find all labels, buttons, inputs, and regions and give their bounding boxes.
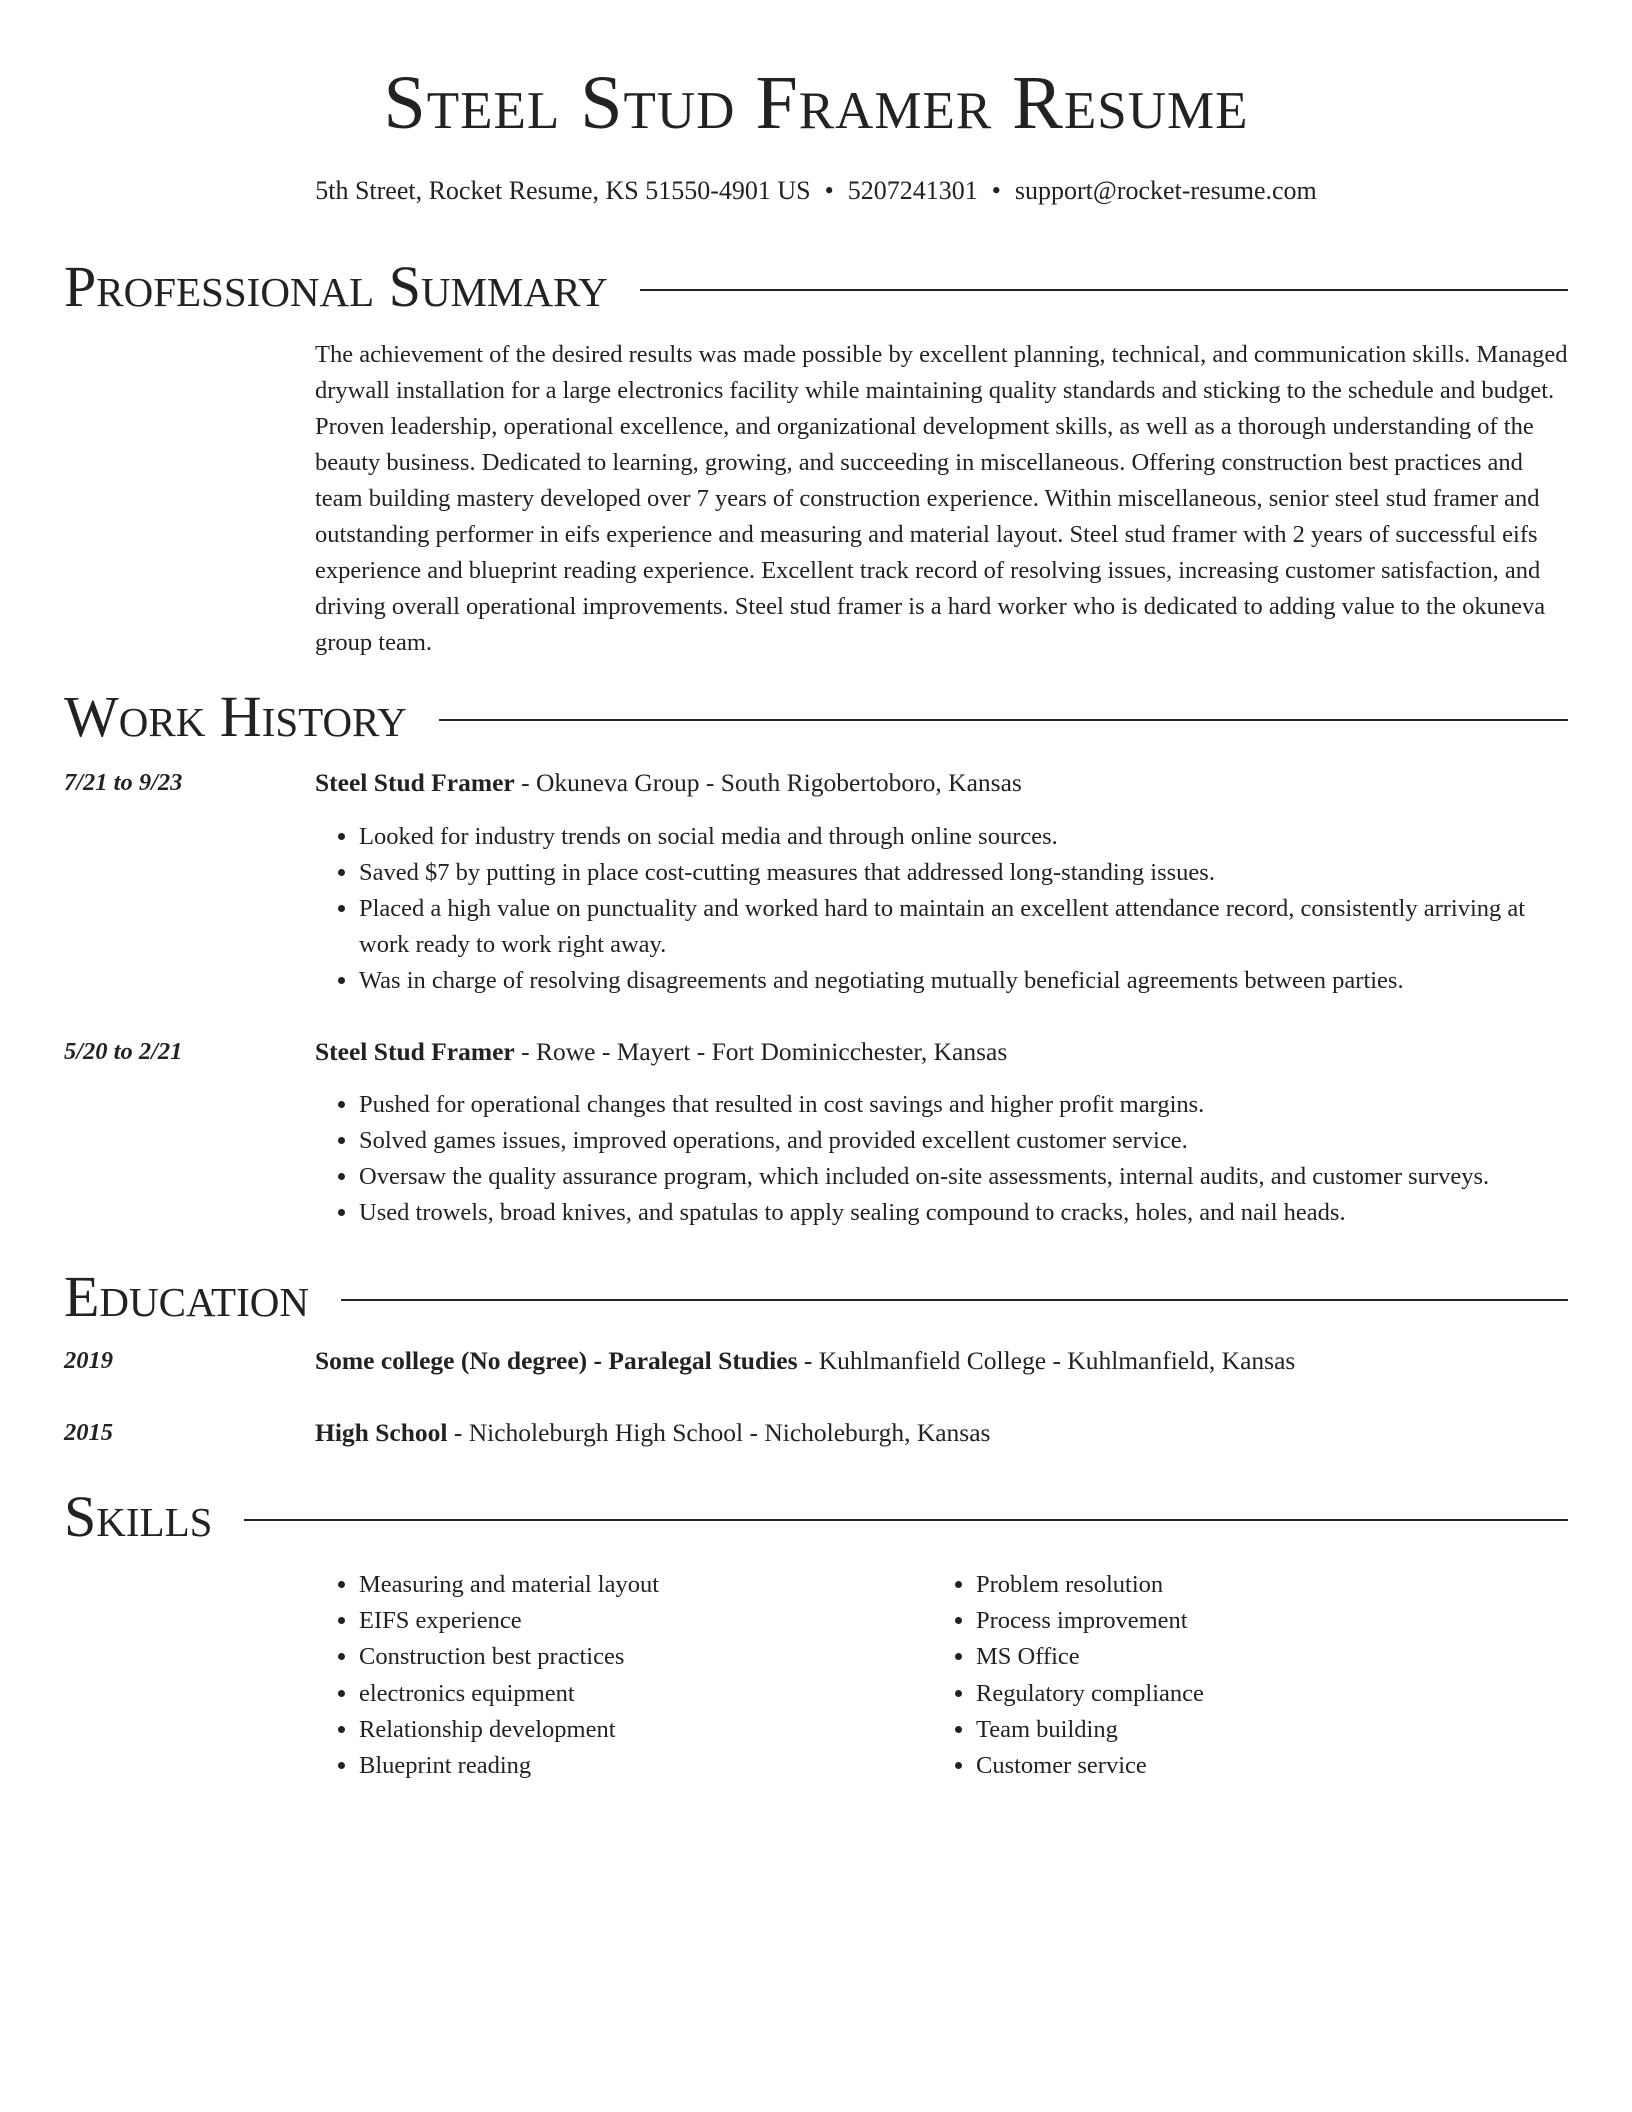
education-degree: Some college (No degree) - Paralegal Studies bbox=[315, 1346, 798, 1375]
work-heading: Work History bbox=[64, 684, 407, 749]
contact-phone: 5207241301 bbox=[847, 176, 978, 205]
job-bullet: • Used trowels, broad knives, and spatulas to apply sealing compound to cracks, holes, and nail heads. bbox=[359, 1195, 1568, 1231]
contact-email: support@rocket-resume.com bbox=[1014, 176, 1317, 205]
education-details: - Kuhlmanfield College - Kuhlmanfield, Kansas bbox=[797, 1346, 1296, 1375]
education-details: - Nicholeburgh High School - Nicholeburgh, Kansas bbox=[447, 1418, 991, 1447]
job-title: Steel Stud Framer bbox=[315, 768, 515, 797]
job-bullet: • Oversaw the quality assurance program, which included on-site assessments, internal audits, and customer surveys. bbox=[359, 1159, 1568, 1195]
education-section-header bbox=[64, 1262, 1568, 1332]
job-bullet: • Looked for industry trends on social media and through online sources. bbox=[359, 819, 1568, 855]
education-heading: Education bbox=[64, 1264, 309, 1329]
summary-text: The achievement of the desired results was made possible by excellent planning, technical, and communication skills. Managed drywall installation for a large electronics facility while maintaining quality standards and sticking to the schedule and budget. Proven leadership, operational excellence, and organizational development skills, as well as a thorough understanding of the beauty business. Dedicated to learning, growing, and succeeding in miscellaneous. Offering construction best practices and team building mastery developed over 7 years of construction experience. Within miscellaneous, senior steel stud framer and outstanding performer in eifs experience and measuring and material layout. Steel stud framer with 2 years of successful eifs experience and blueprint reading experience. Excellent track record of resolving issues, increasing customer satisfaction, and driving overall operational improvements. Steel stud framer is a hard worker who is dedicated to adding value to the okuneva group team. bbox=[315, 341, 1568, 656]
section-divider bbox=[341, 1299, 1568, 1301]
job-bullet: • Solved games issues, improved operations, and provided excellent customer service. bbox=[359, 1123, 1568, 1159]
skill-item: • MS Office bbox=[976, 1639, 1536, 1675]
job-bullet: • Pushed for operational changes that resulted in cost savings and higher profit margins. bbox=[359, 1087, 1568, 1123]
job-dates: 7/21 to 9/23 bbox=[64, 769, 183, 796]
job-bullet-list bbox=[315, 819, 1568, 999]
contact-address: 5th Street, Rocket Resume, KS 51550-4901 US bbox=[315, 176, 811, 205]
job-title: Steel Stud Framer bbox=[315, 1037, 515, 1066]
skill-item: • electronics equipment bbox=[359, 1676, 919, 1712]
skill-item: • EIFS experience bbox=[359, 1603, 919, 1639]
job-details: - Okuneva Group - South Rigobertoboro, Kansas bbox=[514, 768, 1022, 797]
skill-item: • Regulatory compliance bbox=[976, 1676, 1536, 1712]
skills-list-right bbox=[932, 1567, 1536, 1784]
job-bullet: • Saved $7 by putting in place cost-cutting measures that addressed long-standing issues. bbox=[359, 855, 1568, 891]
skill-item: • Blueprint reading bbox=[359, 1748, 919, 1784]
job-dates: 5/20 to 2/21 bbox=[64, 1038, 183, 1065]
contact-separator: • bbox=[991, 176, 1001, 205]
summary-section-header bbox=[64, 252, 1568, 322]
job-heading bbox=[315, 765, 1568, 801]
section-divider bbox=[439, 719, 1568, 721]
education-degree: High School bbox=[315, 1418, 448, 1447]
job-details: - Rowe - Mayert - Fort Dominicchester, Kansas bbox=[514, 1037, 1008, 1066]
job-bullet: • Placed a high value on punctuality and worked hard to maintain an excellent attendance record, consistently arriving at work ready to work right away. bbox=[359, 891, 1568, 963]
job-heading bbox=[315, 1034, 1568, 1070]
education-heading-line bbox=[315, 1415, 1568, 1451]
section-divider bbox=[244, 1519, 1568, 1521]
job-bullet-list bbox=[315, 1087, 1568, 1231]
education-heading-line bbox=[315, 1343, 1568, 1379]
contact-separator: • bbox=[824, 176, 834, 205]
contact-line bbox=[0, 174, 1632, 208]
education-year: 2019 bbox=[64, 1347, 113, 1374]
summary-heading: Professional Summary bbox=[64, 254, 608, 319]
skill-item: • Relationship development bbox=[359, 1712, 919, 1748]
section-divider bbox=[640, 289, 1568, 291]
skill-item: • Customer service bbox=[976, 1748, 1536, 1784]
skill-item: • Measuring and material layout bbox=[359, 1567, 919, 1603]
job-bullet: • Was in charge of resolving disagreements and negotiating mutually beneficial agreements between parties. bbox=[359, 963, 1568, 999]
education-year: 2015 bbox=[64, 1419, 113, 1446]
resume-title: Steel Stud Framer Resume bbox=[383, 61, 1249, 145]
skills-heading: Skills bbox=[64, 1484, 213, 1549]
work-section-header bbox=[64, 682, 1568, 752]
skills-section-header bbox=[64, 1482, 1568, 1552]
skills-list-left bbox=[315, 1567, 919, 1784]
skill-item: • Construction best practices bbox=[359, 1639, 919, 1675]
skill-item: • Process improvement bbox=[976, 1603, 1536, 1639]
skill-item: • Team building bbox=[976, 1712, 1536, 1748]
skill-item: • Problem resolution bbox=[976, 1567, 1536, 1603]
